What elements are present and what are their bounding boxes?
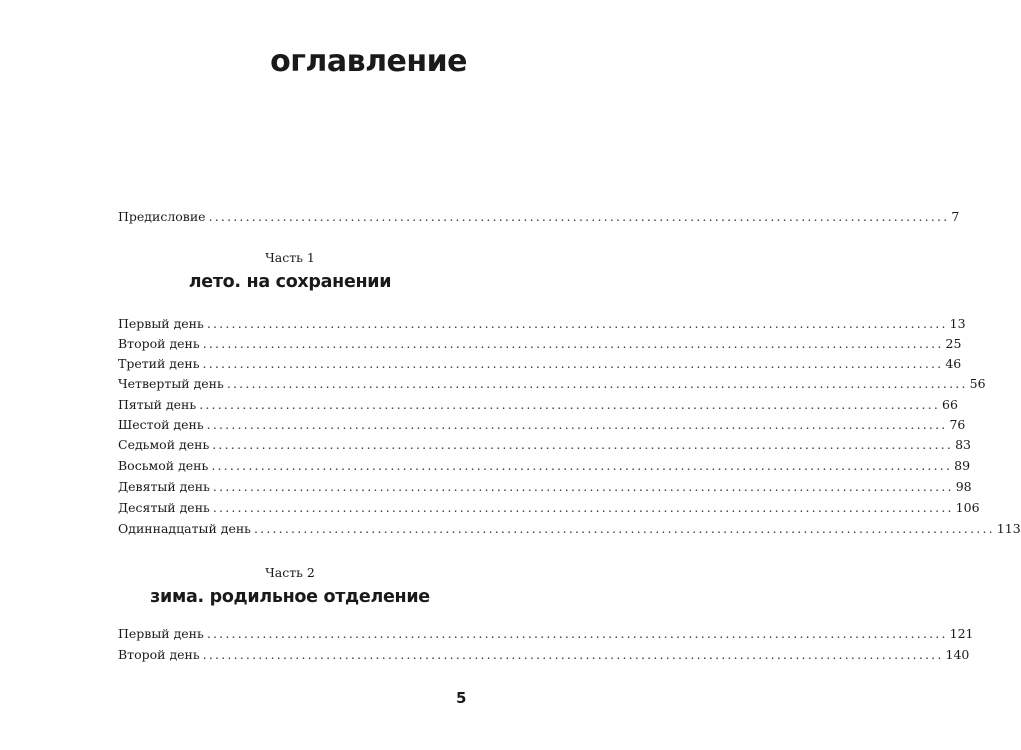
toc-entry-label: Предисловие [118, 209, 206, 224]
toc-entry[interactable] [118, 457, 971, 475]
toc-entry-label: Третий день [118, 356, 200, 371]
page-number: 5 [456, 689, 467, 707]
leader-dots: ........................................................................................................................ [253, 521, 995, 536]
part-1-label: Часть 1 [265, 250, 315, 265]
toc-entry-label: Десятый день [118, 500, 210, 515]
toc-entry-page: 46 [945, 356, 962, 371]
leader-dots: ........................................................................................................................ [199, 397, 940, 412]
leader-dots: ........................................................................................................................ [208, 209, 950, 224]
toc-entry-page: 13 [949, 316, 966, 331]
toc-entry-label: Шестой день [118, 417, 204, 432]
toc-entry-preface[interactable] [118, 208, 960, 226]
toc-entry[interactable] [118, 335, 962, 353]
toc-entry-page: 140 [945, 647, 970, 662]
toc-entry-label: Второй день [118, 336, 200, 351]
toc-entry[interactable] [118, 355, 962, 373]
toc-entry-label: Первый день [118, 626, 204, 641]
toc-entry-page: 113 [996, 521, 1021, 536]
part-2-title: зима. родильное отделение [150, 587, 430, 607]
toc-entry[interactable] [118, 416, 966, 434]
leader-dots: ........................................................................................................................ [212, 437, 954, 452]
toc-entry[interactable] [118, 646, 970, 664]
toc-entry-page: 106 [955, 500, 980, 515]
toc-entry[interactable] [118, 499, 980, 517]
toc-entry-page: 83 [955, 437, 971, 452]
toc-entry-label: Восьмой день [118, 458, 209, 473]
toc-entry-label: Четвертый день [118, 376, 224, 391]
toc-entry-label: Девятый день [118, 479, 210, 494]
toc-entry[interactable] [118, 396, 958, 414]
leader-dots: ........................................................................................................................ [226, 376, 968, 391]
toc-entry-page: 7 [951, 209, 960, 224]
toc-entry-page: 98 [955, 479, 972, 494]
toc-entry[interactable] [118, 436, 971, 454]
leader-dots: ........................................................................................................................ [202, 356, 944, 371]
toc-entry-label: Первый день [118, 316, 204, 331]
toc-entry-page: 66 [942, 397, 958, 412]
page-title: оглавление [270, 44, 467, 79]
toc-entry[interactable] [118, 375, 986, 393]
part-2-label: Часть 2 [265, 565, 315, 580]
leader-dots: ........................................................................................................................ [211, 458, 953, 473]
leader-dots: ........................................................................................................................ [212, 500, 954, 515]
part-1-title: лето. на сохранении [188, 272, 392, 292]
toc-entry-page: 89 [954, 458, 971, 473]
leader-dots: ........................................................................................................................ [212, 479, 954, 494]
toc-entry-page: 121 [949, 626, 974, 641]
leader-dots: ........................................................................................................................ [202, 647, 944, 662]
toc-entry[interactable] [118, 520, 1021, 538]
leader-dots: ........................................................................................................................ [206, 417, 948, 432]
toc-entry-page: 56 [969, 376, 986, 391]
leader-dots: ........................................................................................................................ [206, 316, 948, 331]
leader-dots: ........................................................................................................................ [206, 626, 948, 641]
toc-entry[interactable] [118, 315, 966, 333]
toc-entry-page: 76 [949, 417, 966, 432]
toc-entry[interactable] [118, 478, 972, 496]
toc-entry-label: Второй день [118, 647, 200, 662]
toc-entry-label: Одиннадцатый день [118, 521, 251, 536]
leader-dots: ........................................................................................................................ [202, 336, 944, 351]
toc-entry-page: 25 [945, 336, 962, 351]
toc-entry[interactable] [118, 625, 974, 643]
toc-entry-label: Седьмой день [118, 437, 210, 452]
toc-entry-label: Пятый день [118, 397, 197, 412]
